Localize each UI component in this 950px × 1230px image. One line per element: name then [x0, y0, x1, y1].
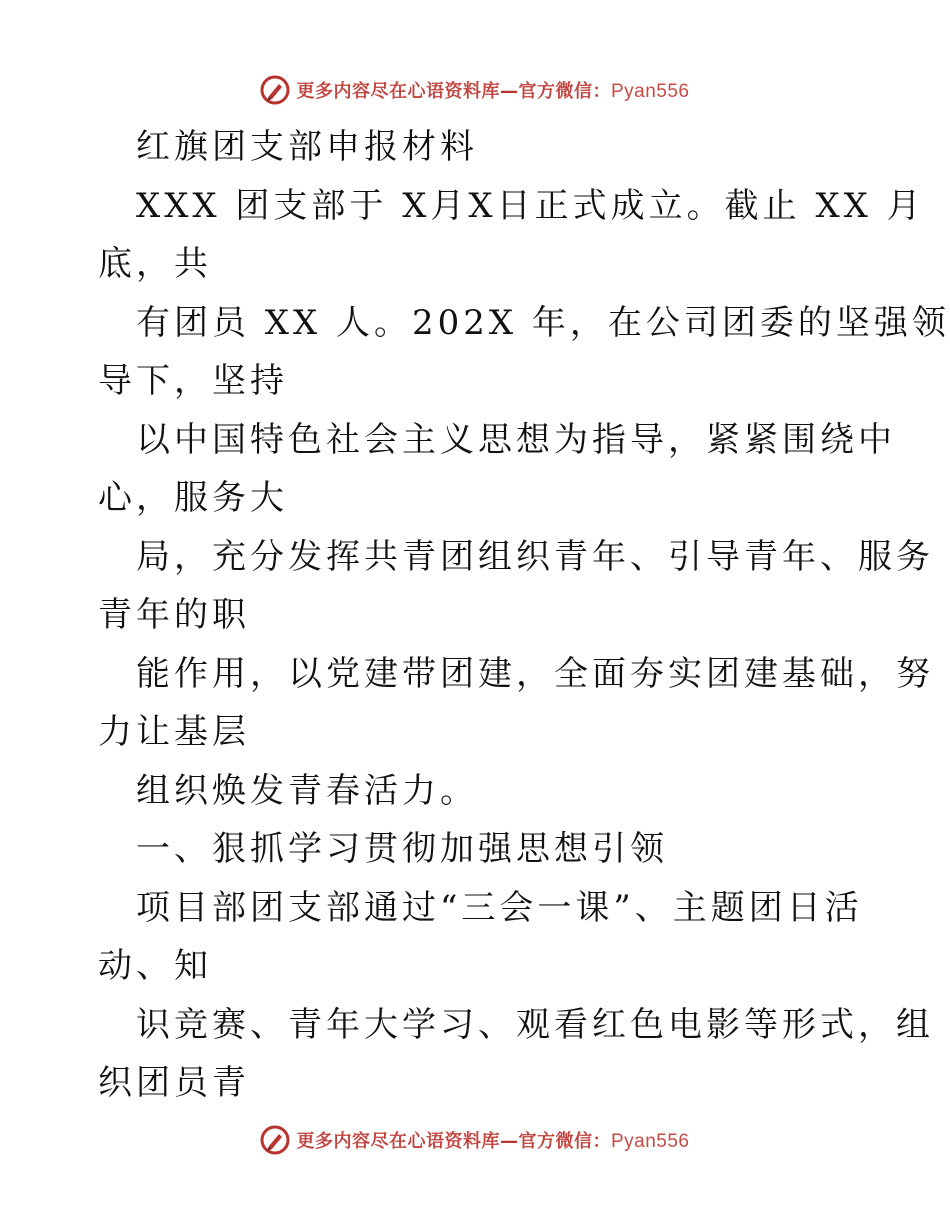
- doc-line: 青年的职: [98, 595, 250, 635]
- doc-line: 组织焕发青春活力。: [136, 770, 478, 811]
- watermark-text: [296, 1127, 689, 1153]
- watermark-text: [296, 77, 689, 103]
- watermark-separator: —: [499, 81, 519, 102]
- doc-line: XXX 团支部于 X月X日正式成立。截止 XX 月: [136, 185, 925, 226]
- doc-line: 局，充分发挥共青团组织青年、引导青年、服务: [136, 536, 934, 577]
- document-body: [98, 118, 950, 1113]
- watermark-text-cn: 更多内容尽在心语资料库: [296, 81, 500, 102]
- pen-logo-icon: [260, 75, 290, 105]
- doc-line: 底，共: [98, 244, 212, 284]
- doc-line: 有团员 XX 人。202X 年，在公司团委的坚强领: [136, 302, 950, 343]
- doc-line: 织团员青: [98, 1063, 250, 1103]
- doc-line: 项目部团支部通过“三会一课”、主题团日活: [136, 887, 863, 928]
- doc-line: 识竞赛、青年大学习、观看红色电影等形式，组: [136, 1004, 934, 1045]
- doc-line-section-heading: 一、狠抓学习贯彻加强思想引领: [136, 829, 668, 869]
- doc-line: 心，服务大: [98, 478, 288, 518]
- watermark-wechat-id: Pyan556: [610, 1131, 690, 1152]
- doc-line: 能作用，以党建带团建，全面夯实团建基础，努: [136, 653, 934, 694]
- doc-line-title: 红旗团支部申报材料: [136, 127, 478, 167]
- watermark-wechat-label: 官方微信：: [518, 1131, 611, 1152]
- watermark-footer: [0, 1120, 950, 1160]
- watermark-wechat-id: Pyan556: [610, 81, 690, 102]
- doc-line: 动、知: [98, 946, 212, 986]
- doc-line: 以中国特色社会主义思想为指导，紧紧围绕中: [136, 419, 896, 460]
- watermark-separator: —: [499, 1131, 519, 1152]
- doc-line: 力让基层: [98, 712, 250, 752]
- doc-line: 导下，坚持: [98, 361, 288, 401]
- watermark-wechat-label: 官方微信：: [518, 81, 611, 102]
- watermark-text-cn: 更多内容尽在心语资料库: [296, 1131, 500, 1152]
- watermark-header: [0, 70, 950, 110]
- pen-logo-icon: [260, 1125, 290, 1155]
